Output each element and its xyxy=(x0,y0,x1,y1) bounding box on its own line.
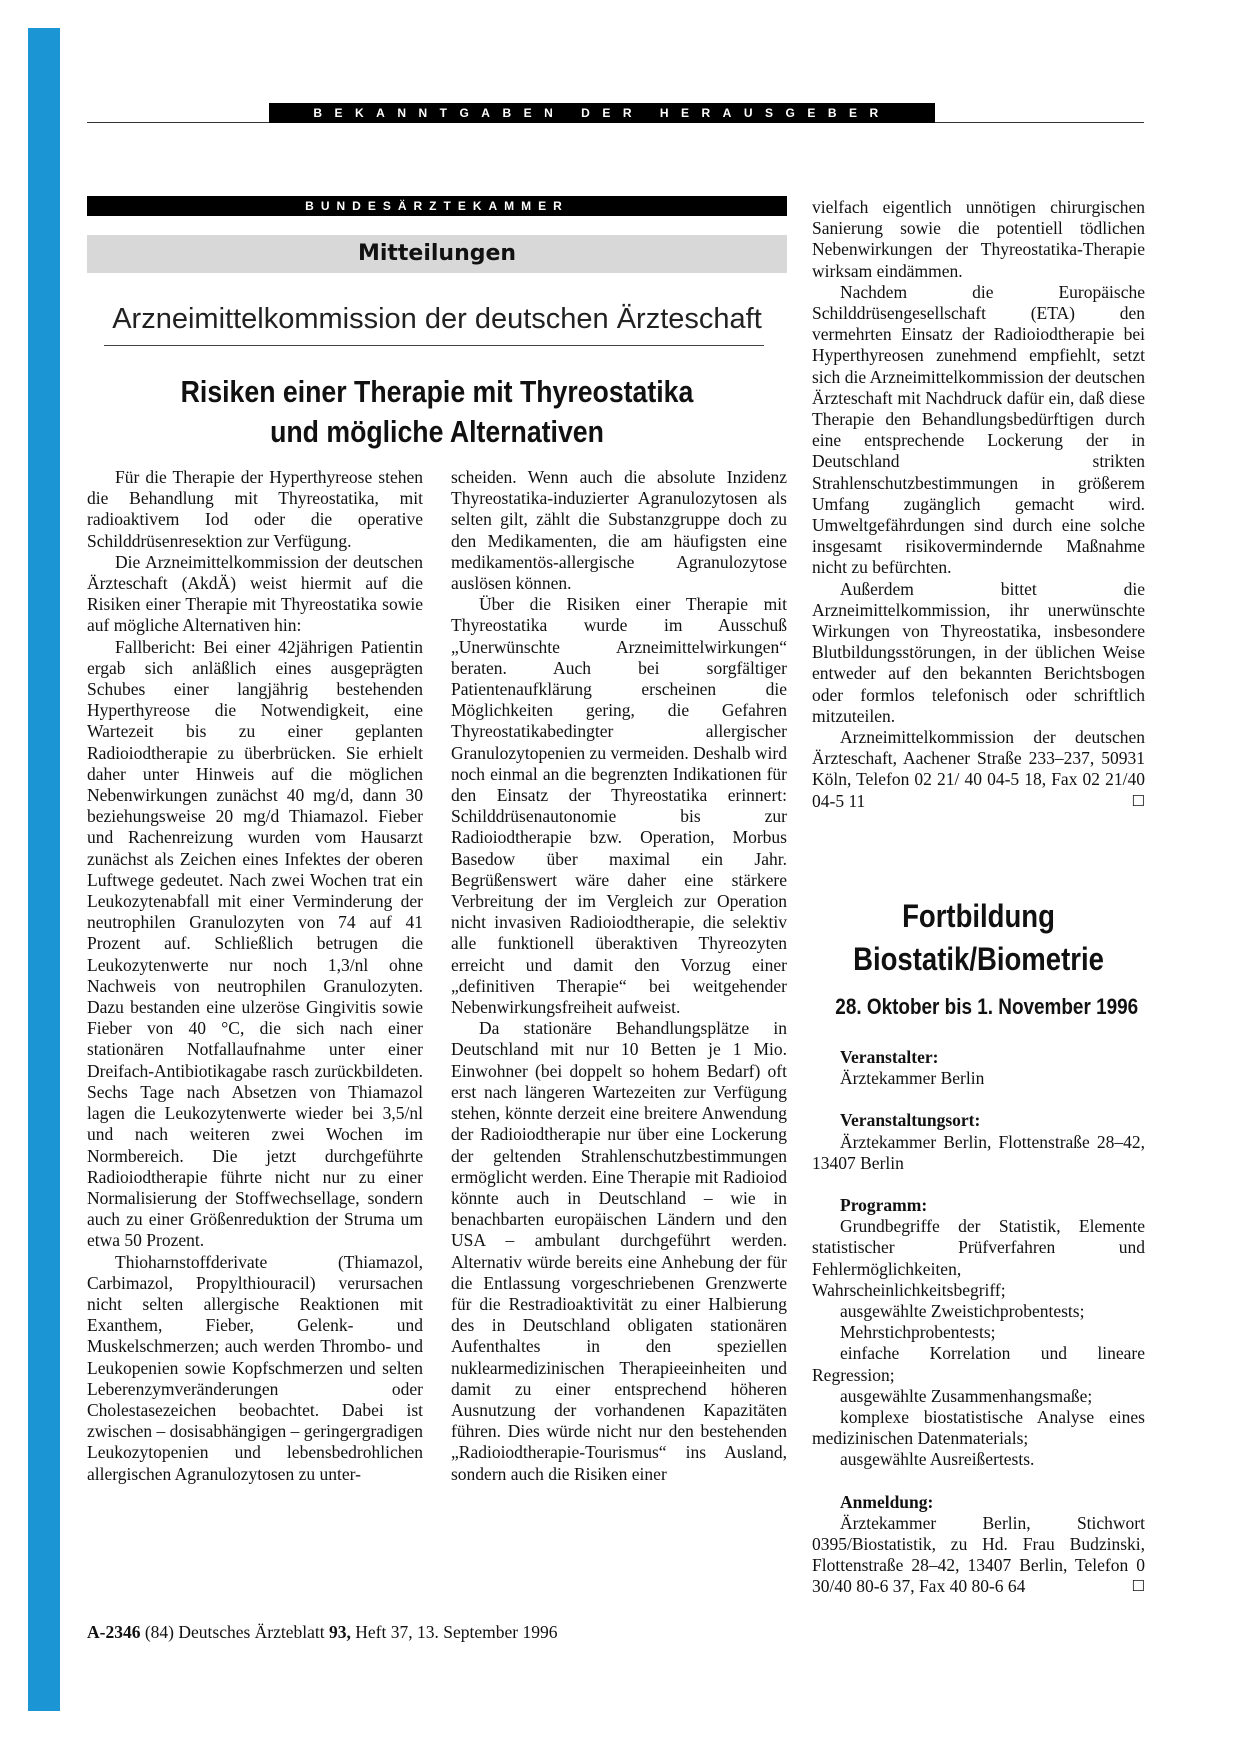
anmeldung-text: Ärztekammer Berlin, Stichwort 0395/Biostatistik, zu Hd. Frau Budzinski, Flottenstraße 28–42, 13407 Berlin, Telefon 0 30/40 80-6 37, Fax 40 80-6 64 xyxy=(812,1512,1145,1597)
paragraph: vielfach eigentlich unnötigen chirurgischen Sanierung sowie die potentiell tödlichen Nebenwirkungen der Thyreostatika-Therapie wirksam eindämmen. xyxy=(812,197,1145,281)
fortbildung-details xyxy=(812,1047,1145,1598)
fortbildung-title xyxy=(835,895,1121,981)
programm-item: komplexe biostatistische Analyse eines medizinischen Datenmaterials; xyxy=(812,1407,1145,1449)
section-box-title: Mitteilungen xyxy=(87,235,787,273)
ort-label: Veranstaltungsort: xyxy=(840,1110,981,1131)
programm-item: ausgewählte Ausreißertests. xyxy=(840,1449,1035,1470)
fortbildung-title-line1: Fortbildung xyxy=(902,898,1055,934)
end-mark-icon: ☐ xyxy=(1131,791,1145,810)
org-title: Arzneimittelkommission der deutschen Ärzteschaft xyxy=(112,303,762,335)
footer-journal: (84) Deutsches Ärzteblatt xyxy=(144,1622,325,1642)
fortbildung-date: 28. Oktober bis 1. November 1996 xyxy=(835,994,1139,1019)
paragraph: scheiden. Wenn auch die absolute Inzidenz Thyreostatika-induzierter Agranulozytosen als selten gilt, zählt die Substanzgruppe doch zu den Medikamenten, die am häufigsten eine medikamentös-allergische Agranulozytose auslösen können. xyxy=(451,467,787,594)
article-title xyxy=(136,372,738,452)
paragraph: Die Arzneimittelkommission der deutschen Ärzteschaft (AkdÄ) weist hiermit auf die Risiken einer Therapie mit Thyreostatika sowie auf mögliche Alternativen hin: xyxy=(87,551,423,636)
paragraph: Für die Therapie der Hyperthyreose stehen die Behandlung mit Thyreostatika, mit radioaktivem Iod oder die operative Schilddrüsenresektion zur Verfügung. xyxy=(87,467,423,551)
article-title-line1: Risiken einer Therapie mit Thyreostatika xyxy=(180,374,694,409)
side-color-bar xyxy=(28,28,60,1711)
article-column-1 xyxy=(87,467,423,1485)
article-column-2 xyxy=(451,467,787,1485)
fortbildung-title-line2: Biostatik/Biometrie xyxy=(853,941,1104,977)
veranstalter-label: Veranstalter: xyxy=(840,1047,939,1067)
footer-volume: 93, xyxy=(329,1622,351,1642)
anmeldung-label: Anmeldung: xyxy=(840,1491,934,1512)
ort-value: Ärztekammer Berlin, Flottenstraße 28–42, 13407 Berlin xyxy=(812,1131,1145,1173)
end-mark-icon: ☐ xyxy=(1131,1577,1145,1596)
paragraph: Da stationäre Behandlungsplätze in Deutschland mit nur 10 Betten je 1 Mio. Einwohner (bei doppelt so hohem Bedarf) oft erst nach längeren Wartezeiten zur Verfügung stehen, könnte derzeit eine breitere Anwendung der Radioiodtherapie nur über eine Lockerung der geltenden Strahlenschutzbestimmungen ermöglicht werden. Eine Therapie mit Radioiod könnte auch in Deutschland – wie in benachbarten europäischen Ländern und den USA – ambulant durchgeführt werden. Alternativ würde bereits eine Anhebung der für die Entlassung vorgeschriebenen Grenzwerte für die Restradioaktivität zu einer Halbierung des in Deutschland obligaten stationären Aufenthaltes in den speziellen nuklearmedizinischen Therapieeinheiten und damit zu einer entsprechend höheren Ausnutzung der vorhandenen Kapazitäten führen. Dies würde nicht nur den bestehenden „Radioiodtherapie-Tourismus“ ins Ausland, sondern auch die Risiken einer xyxy=(451,1018,787,1484)
page-number: A-2346 xyxy=(87,1622,141,1642)
programm-label: Programm: xyxy=(840,1195,928,1216)
contact-text: Arzneimittelkommission der deutschen Ärzteschaft, Aachener Straße 233–237, 50931 Köln, Telefon 02 21/ 40 04-5 18, Fax 02 21/40 04-5 11 xyxy=(812,727,1145,811)
footer-issue: Heft 37, 13. September 1996 xyxy=(355,1622,558,1642)
veranstalter-value: Ärztekammer Berlin xyxy=(840,1068,985,1089)
anmeldung-value xyxy=(812,1513,1145,1598)
programm-item: Mehrstichprobentests; xyxy=(840,1322,996,1343)
programm-item: ausgewählte Zweistichprobentests; xyxy=(840,1301,1085,1322)
contact-paragraph xyxy=(812,727,1145,812)
paragraph: Über die Risiken einer Therapie mit Thyreostatika wurde im Ausschuß „Unerwünschte Arzneimittelwirkungen“ beraten. Auch bei sorgfältiger Patientenaufklärung erscheinen die Möglichkeiten gering, die Gefahren Thyreostatikabedingter allergischer Granulozytopenien zu vermeiden. Deshalb wird noch einmal an die begrenzten Indikationen für den Einsatz der Thyreostatika erinnert: Schilddrüsenautonomie bis zur Radioiodtherapie bzw. Operation, Morbus Basedow über maximal ein Jahr. Begrüßenswert wäre daher eine stärkere Verbreitung der im Vergleich zur Operation nicht invasiven Radioiodtherapie, die selektiv alle funktionell überaktiven Thyreozyten erreicht und damit den Vorzug einer „definitiven Therapie“ bei weitgehender Nebenwirkungsfreiheit aufweist. xyxy=(451,594,787,1018)
paragraph: Thioharnstoffderivate (Thiamazol, Carbimazol, Propylthiouracil) verursachen nicht selten allergische Reaktionen mit Exanthem, Fieber, Gelenk- und Muskelschmerzen; auch werden Thrombo- und Leukopenien sowie Kopfschmerzen und selten Leberenzymveränderungen oder Cholestasezeichen beobachtet. Dabei ist zwischen – dosisabhängigen – geringergradigen Leukozytopenien und lebensbedrohlichen allergischen Agranulozytosen zu unter- xyxy=(87,1251,423,1484)
paragraph: Fallbericht: Bei einer 42jährigen Patientin ergab sich anläßlich eines ausgeprägten Schubes einer langjährig bestehenden Hyperthyreose die Notwendigkeit, eine Wartezeit bis zu einer geplanten Radioiodtherapie zu überbrücken. Sie erhielt daher unter Hinweis auf die möglichen Nebenwirkungen zunächst 40 mg/d, dann 30 beziehungsweise 20 mg/d Thiamazol. Fieber und Rachenreizung wurden vom Hausarzt zunächst als Zeichen eines Infektes der oberen Luftwege gedeutet. Nach zwei Wochen trat ein Leukozytenabfall mit einer Verminderung der neutrophilen Granulozyten von 74 auf 41 Prozent auf. Schließlich betrugen die Leukozytenwerte nur noch 1,3/nl ohne Nachweis von neutrophilen Granulozyten. Dazu bestanden eine ulzeröse Gingivitis sowie Fieber von 40 °C, die sich nach einer stationären Notfallaufnahme unter einer Dreifach-Antibiotikagabe rasch zurückbildeten. Sechs Tage nach Absetzen von Thiamazol lagen die Leukozytenwerte wieder bei 3,5/nl und nach weiteren zwei Wochen im Normbereich. Die jetzt durchgeführte Radioiodtherapie führte nicht nur zu einer Normalisierung der Stoffwechsellage, sondern auch zu einer Größenreduktion der Struma um etwa 50 Prozent. xyxy=(87,636,423,1251)
programm-item: Grundbegriffe der Statistik, Elemente statistischer Prüfverfahren und Fehlermöglichkeiten, Wahrscheinlichkeitsbegriff; xyxy=(812,1216,1145,1300)
header-banner: BEKANNTGABEN DER HERAUSGEBER xyxy=(269,103,935,123)
article-column-3 xyxy=(812,197,1145,812)
page-footer xyxy=(87,1622,557,1643)
org-rule xyxy=(104,345,764,346)
article-title-line2: und mögliche Alternativen xyxy=(270,414,604,449)
programm-item: einfache Korrelation und lineare Regression; xyxy=(812,1343,1145,1385)
section-banner: BUNDESÄRZTEKAMMER xyxy=(87,196,787,216)
paragraph: Außerdem bittet die Arzneimittelkommission, ihr unerwünschte Wirkungen von Thyreostatika, insbesondere Blutbildungsstörungen, in der üblichen Weise entweder auf den bekannten Berichtsbogen oder formlos telefonisch oder schriftlich mitzuteilen. xyxy=(812,578,1145,726)
programm-item: ausgewählte Zusammenhangsmaße; xyxy=(840,1385,1093,1406)
paragraph: Nachdem die Europäische Schilddrüsengesellschaft (ETA) den vermehrten Einsatz der Radioiodtherapie bei Hyperthyreosen zunehmend empfiehlt, setzt sich die Arzneimittelkommission der deutschen Ärzteschaft mit Nachdruck dafür ein, daß diese Therapie den Behandlungsbedürftigen durch eine entsprechende Lockerung der in Deutschland strikten Strahlenschutzbestimmungen in größerem Umfang zugänglich gemacht wird. Umweltgefährdungen sind durch eine solche insgesamt risikovermindernde Maßnahme nicht zu befürchten. xyxy=(812,281,1145,578)
